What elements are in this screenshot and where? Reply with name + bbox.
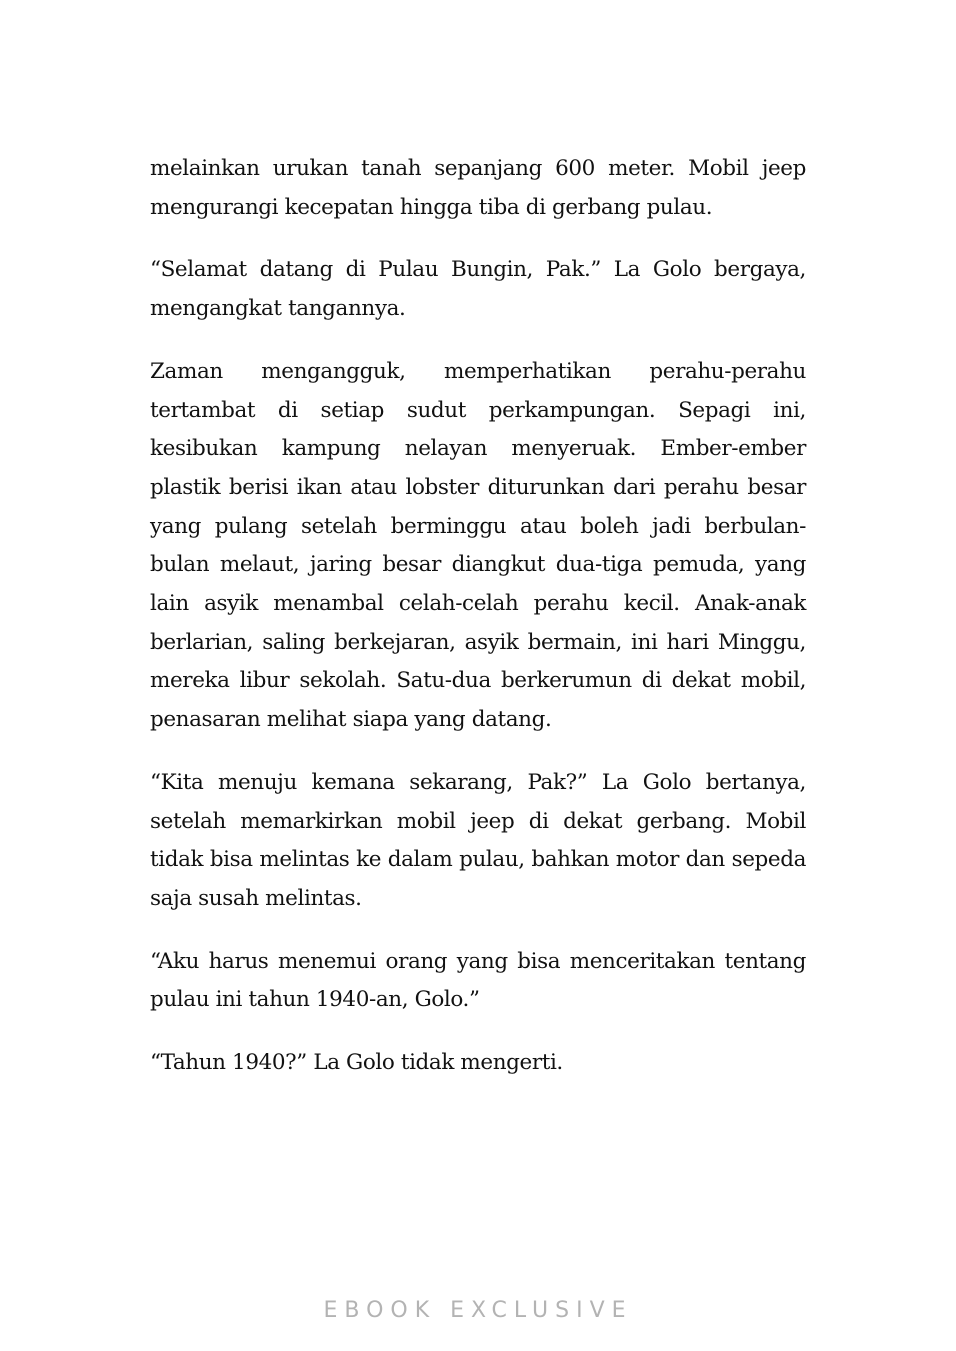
paragraph-5: “Aku harus menemui orang yang bisa menceritakan tentang pulau ini tahun 1940-an, Golo.” — [150, 948, 806, 1013]
paragraph-3: Zaman mengangguk, memperhatikan perahu-perahu tertambat di setiap sudut perkampungan. Sepagi ini, kesibukan kampung nelayan menyeruak. Ember-ember plastik berisi ikan atau lobster diturunkan dari perahu besar yang pulang setelah berminggu atau boleh jadi berbulan-bulan melaut, jaring besar diangkut dua-tiga pemuda, yang lain asyik menambal celah-celah perahu kecil. Anak-anak berlarian, saling berkejaran, asyik bermain, ini hari Minggu, mereka libur sekolah. Satu-dua berkerumun di dekat mobil, penasaran melihat siapa yang datang. — [150, 358, 806, 733]
paragraph-6: “Tahun 1940?” La Golo tidak mengerti. — [150, 1050, 563, 1076]
footer-watermark: EBOOK EXCLUSIVE — [323, 1298, 633, 1323]
page-body — [150, 150, 806, 1107]
paragraph-2: “Selamat datang di Pulau Bungin, Pak.” La Golo bergaya, mengangkat tangannya. — [150, 257, 806, 322]
paragraph-1: melainkan urukan tanah sepanjang 600 meter. Mobil jeep mengurangi kecepatan hingga tiba di gerbang pulau. — [150, 156, 806, 220]
paragraph-4: “Kita menuju kemana sekarang, Pak?” La Golo bertanya, setelah memarkirkan mobil jeep di dekat gerbang. Mobil tidak bisa melintas ke dalam pulau, bahkan motor dan sepeda saja susah melintas. — [150, 769, 806, 911]
